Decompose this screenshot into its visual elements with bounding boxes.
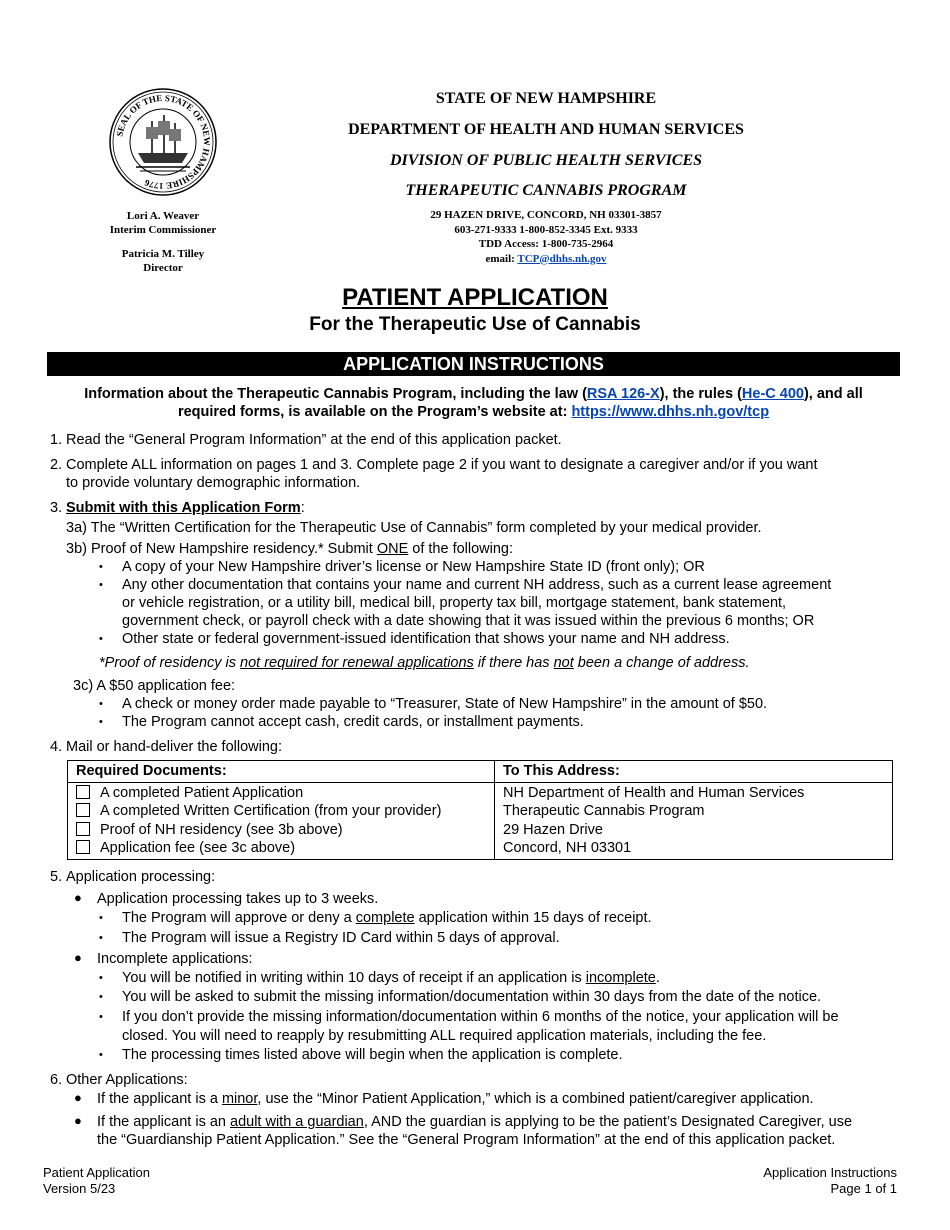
office-address: 29 HAZEN DRIVE, CONCORD, NH 03301-3857 bbox=[430, 209, 662, 221]
checklist-item bbox=[76, 802, 486, 821]
item-3b bbox=[66, 540, 513, 558]
bullet-icon: • bbox=[99, 991, 103, 1003]
checklist-item bbox=[76, 839, 486, 858]
table-header-row bbox=[68, 761, 893, 783]
item-3c: 3c) A $50 application fee: bbox=[73, 678, 236, 694]
page-title: PATIENT APPLICATION bbox=[342, 284, 608, 311]
bullet-icon: • bbox=[99, 716, 103, 728]
footer-version: Version 5/23 bbox=[43, 1181, 116, 1196]
commissioner-name: Lori A. Weaver bbox=[126, 210, 200, 222]
mailing-address bbox=[495, 782, 893, 859]
item-number: 1. bbox=[50, 432, 63, 448]
item-number: 2. bbox=[50, 457, 63, 473]
checkbox[interactable] bbox=[76, 803, 90, 817]
bullet-icon: • bbox=[99, 579, 103, 591]
director-block bbox=[60, 247, 266, 275]
item-number: 4. bbox=[50, 739, 63, 755]
director-name: Patricia M. Tilley bbox=[121, 248, 205, 260]
checkbox[interactable] bbox=[76, 785, 90, 799]
text-part: minor bbox=[221, 1091, 258, 1107]
minor-application bbox=[97, 1090, 814, 1108]
incomplete-closed-line-2: closed. You will need to reapply by resubmitting ALL required application materials, including the fee. bbox=[122, 1028, 767, 1044]
text-part: If the applicant is an bbox=[97, 1114, 230, 1130]
item-3b-pre: 3b) Proof of New Hampshire residency.* Submit bbox=[66, 541, 377, 557]
item-3-heading-text: Submit with this Application Form bbox=[66, 500, 301, 516]
footer-section: Application Instructions bbox=[763, 1165, 897, 1180]
checklist-label: Application fee (see 3c above) bbox=[100, 840, 296, 856]
text-part: If the applicant is a bbox=[97, 1091, 222, 1107]
director-title: Director bbox=[143, 262, 183, 274]
item-6: Other Applications: bbox=[66, 1072, 188, 1088]
bullet-icon: • bbox=[99, 1011, 103, 1023]
guardian-application-line-1 bbox=[97, 1113, 852, 1131]
text-part: The Program will approve or deny a bbox=[122, 910, 356, 926]
note-part: not required for renewal applications bbox=[240, 655, 474, 671]
info-text-4: required forms, is available on the Program’s website at: bbox=[177, 404, 572, 420]
checkbox[interactable] bbox=[76, 822, 90, 836]
residency-option-2-line-2: or vehicle registration, or a utility bill, medical bill, property tax bill, mortgage statement, bank statement, bbox=[122, 595, 787, 611]
item-5: Application processing: bbox=[66, 869, 216, 885]
item-number: 3. bbox=[50, 500, 63, 516]
item-1: Read the “General Program Information” at the end of this application packet. bbox=[66, 432, 562, 448]
checklist-label: A completed Patient Application bbox=[100, 784, 304, 801]
email-link[interactable]: TCP@dhhs.nh.gov bbox=[517, 252, 607, 265]
rules-link[interactable]: He-C 400 bbox=[741, 386, 804, 402]
item-3a: 3a) The “Written Certification for the Therapeutic Use of Cannabis” form completed by your medical provider. bbox=[66, 520, 762, 536]
footer-left bbox=[43, 1165, 150, 1197]
contact-block bbox=[270, 208, 822, 266]
incomplete-notice bbox=[122, 969, 660, 987]
address-line: 29 Hazen Drive bbox=[503, 821, 603, 838]
fee-detail-2: The Program cannot accept cash, credit cards, or installment payments. bbox=[122, 714, 584, 730]
email-line bbox=[270, 252, 822, 267]
bullet-icon: • bbox=[99, 932, 103, 944]
note-part: if there has bbox=[473, 655, 554, 671]
bullet-icon: • bbox=[99, 698, 103, 710]
page-subtitle: For the Therapeutic Use of Cannabis bbox=[309, 314, 641, 335]
note-part: been a change of address. bbox=[573, 655, 750, 671]
processing-id-card: The Program will issue a Registry ID Card within 5 days of approval. bbox=[122, 930, 560, 946]
bullet-icon: • bbox=[99, 561, 103, 573]
processing-time: Application processing takes up to 3 weeks. bbox=[97, 891, 379, 907]
text-part: incomplete bbox=[585, 970, 656, 986]
col-required-documents: Required Documents: bbox=[68, 761, 495, 783]
law-link[interactable]: RSA 126-X bbox=[586, 386, 660, 402]
info-text-2: ), the rules ( bbox=[659, 386, 742, 402]
office-phone: 603-271-9333 1-800-852-3345 Ext. 9333 bbox=[454, 223, 638, 236]
processing-approval bbox=[122, 909, 652, 927]
state-seal bbox=[108, 87, 218, 197]
text-part: application within 15 days of receipt. bbox=[414, 910, 652, 926]
item-number: 5. bbox=[50, 869, 63, 885]
footer-doc-name: Patient Application bbox=[43, 1165, 150, 1180]
commissioner-title: Interim Commissioner bbox=[109, 224, 217, 236]
incomplete-submit: You will be asked to submit the missing information/documentation within 30 days from the date of the notice. bbox=[122, 989, 822, 1005]
address-line: Therapeutic Cannabis Program bbox=[503, 803, 705, 819]
text-part: , AND the guardian is applying to be the patient’s Designated Caregiver, use bbox=[363, 1114, 853, 1130]
address-line: NH Department of Health and Human Services bbox=[503, 784, 805, 801]
item-3b-one: ONE bbox=[376, 541, 409, 557]
bullet-icon: • bbox=[99, 912, 103, 924]
incomplete-times: The processing times listed above will begin when the application is complete. bbox=[122, 1047, 623, 1063]
info-text-3: ), and all bbox=[803, 386, 863, 402]
text-part: complete bbox=[355, 910, 415, 926]
department-name: DEPARTMENT OF HEALTH AND HUMAN SERVICES bbox=[348, 121, 744, 138]
residency-option-1: A copy of your New Hampshire driver’s license or New Hampshire State ID (front only); OR bbox=[122, 559, 705, 575]
item-3b-post: of the following: bbox=[408, 541, 514, 557]
note-part: not bbox=[553, 655, 574, 671]
residency-option-3: Other state or federal government-issued identification that shows your name and NH address. bbox=[122, 631, 730, 647]
info-text-1: Information about the Therapeutic Cannabis Program, including the law ( bbox=[84, 386, 587, 402]
bullet-icon: • bbox=[99, 972, 103, 984]
item-4: Mail or hand-deliver the following: bbox=[66, 739, 282, 755]
division-name: DIVISION OF PUBLIC HEALTH SERVICES bbox=[389, 152, 703, 169]
checklist-item bbox=[76, 821, 486, 840]
bullet-icon: ● bbox=[74, 890, 82, 905]
residency-option-2-line-3: government check, or payroll check with a date showing that it was issued within the previous 6 months; OR bbox=[122, 613, 815, 629]
website-link[interactable]: https://www.dhhs.nh.gov/tcp bbox=[571, 404, 770, 420]
checkbox[interactable] bbox=[76, 840, 90, 854]
item-3-colon: : bbox=[300, 500, 305, 516]
table-row bbox=[68, 782, 893, 859]
bullet-icon: ● bbox=[74, 950, 82, 965]
footer-page: Page 1 of 1 bbox=[830, 1181, 897, 1196]
item-2-line-1: Complete ALL information on pages 1 and 3. Complete page 2 if you want to designate a caregiver and/or if you want bbox=[66, 457, 818, 473]
state-name: STATE OF NEW HAMPSHIRE bbox=[435, 90, 657, 107]
commissioner-block bbox=[60, 209, 266, 237]
email-label: email: bbox=[485, 252, 518, 265]
program-name: THERAPEUTIC CANNABIS PROGRAM bbox=[405, 182, 687, 199]
col-address: To This Address: bbox=[495, 761, 893, 783]
tdd-access: TDD Access: 1-800-735-2964 bbox=[478, 238, 614, 250]
text-part: You will be notified in writing within 10 days of receipt if an application is bbox=[122, 970, 586, 986]
documents-checklist bbox=[68, 782, 495, 859]
incomplete-heading: Incomplete applications: bbox=[97, 951, 253, 967]
residency-note bbox=[99, 654, 750, 672]
text-part: . bbox=[655, 970, 660, 986]
item-number: 6. bbox=[50, 1072, 63, 1088]
text-part: adult with a guardian bbox=[230, 1114, 364, 1130]
bullet-icon: • bbox=[99, 633, 103, 645]
bullet-icon: ● bbox=[74, 1113, 82, 1128]
incomplete-closed-line-1: If you don’t provide the missing information/documentation within 6 months of the notice, your application will be bbox=[122, 1009, 839, 1025]
bullet-icon: • bbox=[99, 1049, 103, 1061]
checklist-label: Proof of NH residency (see 3b above) bbox=[100, 821, 343, 838]
text-part: , use the “Minor Patient Application,” which is a combined patient/caregiver application. bbox=[257, 1091, 814, 1107]
bullet-icon: ● bbox=[74, 1090, 82, 1105]
address-line: Concord, NH 03301 bbox=[503, 840, 632, 856]
checklist-label: A completed Written Certification (from your provider) bbox=[100, 803, 442, 819]
fee-detail-1: A check or money order made payable to “Treasurer, State of New Hampshire” in the amount of $50. bbox=[122, 696, 768, 712]
seal-text: SEAL OF THE STATE OF NEW HAMPSHIRE 1776 bbox=[114, 92, 213, 192]
item-2-line-2: to provide voluntary demographic information. bbox=[66, 475, 361, 491]
residency-option-2-line-1: Any other documentation that contains your name and current NH address, such as a current lease agreement bbox=[122, 577, 832, 593]
section-bar: APPLICATION INSTRUCTIONS bbox=[47, 352, 900, 376]
program-info bbox=[47, 385, 900, 421]
item-3-heading bbox=[66, 499, 305, 517]
checklist-item bbox=[76, 784, 486, 803]
note-part: *Proof of residency is bbox=[99, 655, 241, 671]
guardian-application-line-2: the “Guardianship Patient Application.” See the “General Program Information” at the end of this application packet. bbox=[97, 1132, 836, 1148]
documents-table bbox=[67, 760, 893, 860]
footer-right bbox=[763, 1165, 897, 1197]
